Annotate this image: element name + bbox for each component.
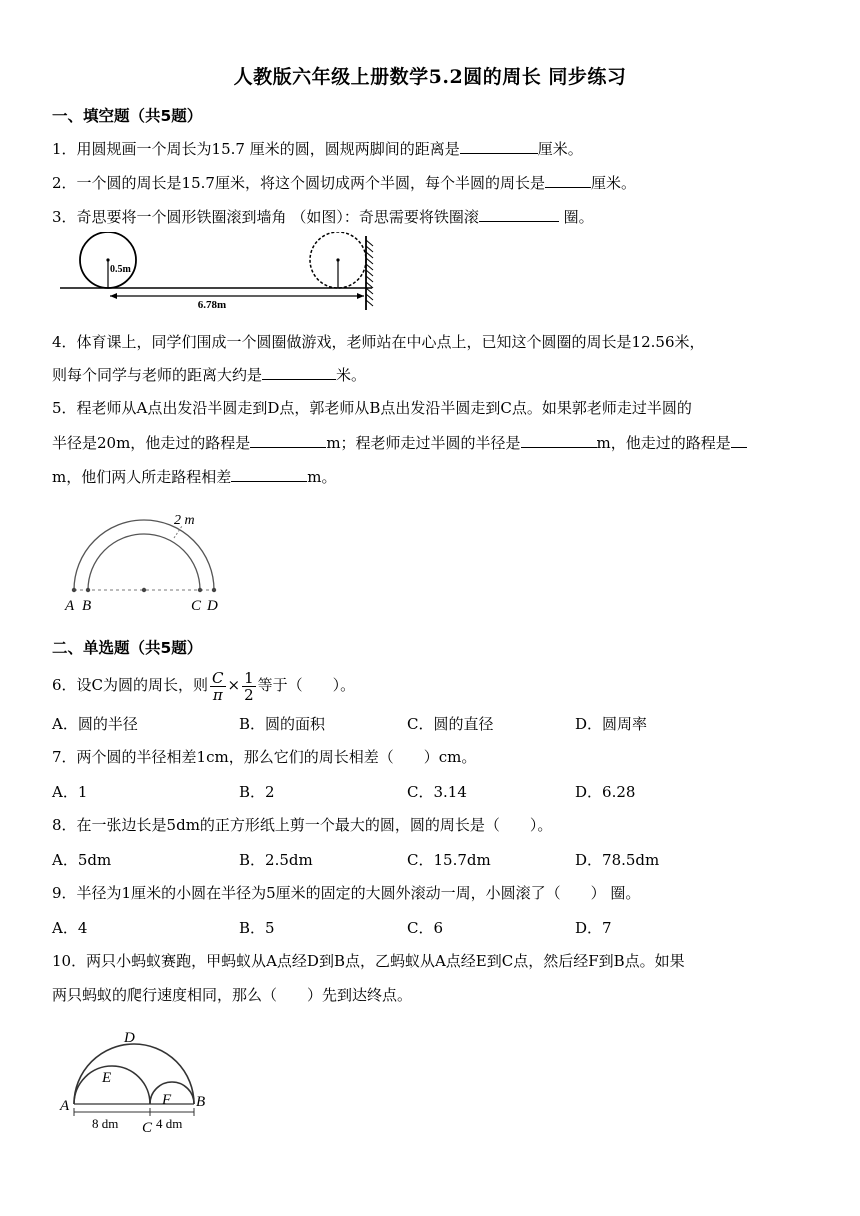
q9-option-b[interactable]: B．5 (239, 919, 275, 937)
label-e: E (102, 1070, 112, 1086)
semicircle-paths-figure (60, 500, 240, 615)
question-3-text: 3．奇思要将一个圆形铁圈滚到墙角 （如图）：奇思需要将铁圈滚 (52, 208, 479, 226)
label-a: A (65, 598, 75, 614)
section-fill-in-title: 一、填空题（共5题） (52, 107, 203, 125)
question-8: 8．在一张边长是5dm的正方形纸上剪一个最大的圆，圆的周长是（ ）。 (52, 816, 553, 834)
question-2-unit: 厘米。 (590, 174, 636, 192)
point-c-dot (198, 588, 202, 592)
small-arc-f (150, 1082, 194, 1104)
answer-blank[interactable] (545, 172, 591, 188)
fraction-numerator: 1 (244, 668, 254, 687)
arrow-head-right (357, 293, 364, 299)
rolling-ring-figure (60, 232, 380, 312)
answer-blank[interactable] (479, 206, 559, 222)
question-3 (52, 206, 594, 227)
q8-option-a[interactable]: A．5dm (52, 851, 112, 869)
q9-option-d[interactable]: D．7 (575, 919, 612, 937)
answer-blank[interactable] (250, 432, 326, 448)
question-5-line-1: 5．程老师从A点出发沿半圆走到D点，郭老师从B点出发沿半圆走到C点。如果郭老师走过半圆的 (52, 399, 692, 417)
distance-label: 6.78m (197, 299, 227, 311)
question-6-text-end: 等于（ ）。 (257, 676, 356, 694)
length-label-4dm: 4 dm (156, 1116, 183, 1131)
answer-blank[interactable] (262, 364, 336, 380)
length-label-8dm: 8 dm (92, 1116, 119, 1131)
q8-option-b[interactable]: B．2.5dm (239, 851, 313, 869)
fraction-c-over-pi (210, 670, 225, 703)
question-5-text-b: m；程老师走过半圆的半径是 (326, 434, 521, 452)
question-2-text: 2．一个圆的周长是15.7厘米，将这个圆切成两个半圆，每个半圆的周长是 (52, 174, 545, 192)
fraction-denominator: 2 (244, 685, 254, 704)
medium-arc-e (74, 1066, 150, 1104)
question-3-unit: 圈。 (558, 208, 594, 226)
q6-option-a[interactable]: A．圆的半径 (52, 715, 138, 733)
question-5-text-a: 半径是20m，他走过的路程是 (52, 434, 251, 452)
label-b: B (196, 1094, 206, 1110)
q6-option-c[interactable]: C．圆的直径 (407, 715, 494, 733)
radius-label: 0.5m (110, 264, 131, 275)
question-6-text: 6．设C为圆的周长，则 (52, 676, 209, 694)
question-10-line-2: 两只蚂蚁的爬行速度相同，那么（ ）先到达终点。 (52, 986, 413, 1004)
arrow-head-left (110, 293, 117, 299)
inner-semicircle (88, 534, 200, 590)
question-9: 9．半径为1厘米的小圆在半径为5厘米的固定的大圆外滚动一周，小圆滚了（ ） 圈。 (52, 884, 641, 902)
label-a: A (60, 1098, 70, 1114)
q6-option-d[interactable]: D．圆周率 (575, 715, 648, 733)
question-5-text-d: m，他们两人所走路程相差 (52, 468, 232, 486)
question-1-text: 1．用圆规画一个周长为15.7 厘米的圆，圆规两脚间的距离是 (52, 140, 460, 158)
question-1 (52, 138, 583, 159)
q9-option-c[interactable]: C．6 (407, 919, 444, 937)
gap-label: 2 m (174, 513, 195, 528)
answer-blank[interactable] (231, 466, 307, 482)
center-dot (106, 258, 109, 261)
label-d: D (124, 1030, 135, 1046)
times-sign: × (227, 676, 241, 694)
q9-option-a[interactable]: A．4 (52, 919, 88, 937)
wall-hatching (366, 240, 373, 306)
q8-option-c[interactable]: C．15.7dm (407, 851, 491, 869)
question-6 (52, 668, 355, 703)
q7-option-a[interactable]: A．1 (52, 783, 88, 801)
q7-option-d[interactable]: D．6.28 (575, 783, 636, 801)
label-c: C (191, 598, 202, 614)
ant-race-figure (58, 1024, 208, 1142)
section-choice-title: 二、单选题（共5题） (52, 639, 203, 657)
question-5-line-2 (52, 432, 747, 453)
q6-option-b[interactable]: B．圆的面积 (239, 715, 326, 733)
label-c: C (142, 1120, 153, 1136)
large-arc-d (74, 1044, 194, 1104)
answer-blank[interactable] (460, 138, 538, 154)
question-4-line-1: 4．体育课上，同学们围成一个圆圈做游戏，老师站在中心点上，已知这个圆圈的周长是12.56米， (52, 333, 705, 351)
fraction-denominator: π (212, 685, 223, 704)
question-5-line-3 (52, 466, 336, 487)
fraction-numerator: C (212, 668, 224, 687)
question-4-unit: 米。 (336, 366, 367, 384)
label-b: B (82, 598, 92, 614)
outer-semicircle (74, 520, 214, 590)
center-dot (142, 588, 146, 592)
label-d: D (207, 598, 218, 614)
answer-blank[interactable] (731, 432, 747, 448)
answer-blank[interactable] (521, 432, 597, 448)
q7-option-b[interactable]: B．2 (239, 783, 275, 801)
question-10-line-1: 10．两只小蚂蚁赛跑，甲蚂蚁从A点经D到B点，乙蚂蚁从A点经E到C点，然后经F到B点。如果 (52, 952, 685, 970)
q7-option-c[interactable]: C．3.14 (407, 783, 467, 801)
center-dot-end (336, 258, 339, 261)
question-2 (52, 172, 636, 193)
question-7: 7．两个圆的半径相差1cm，那么它们的周长相差（ ）cm。 (52, 748, 477, 766)
point-a-dot (72, 588, 76, 592)
page-title: 人教版六年级上册数学5.2圆的周长 同步练习 (233, 66, 627, 88)
q8-option-d[interactable]: D．78.5dm (575, 851, 660, 869)
question-1-unit: 厘米。 (537, 140, 583, 158)
question-5-text-e: m。 (307, 468, 337, 486)
point-b-dot (86, 588, 90, 592)
label-f: F (162, 1092, 172, 1108)
question-5-text-c: m，他走过的路程是 (596, 434, 731, 452)
question-4-text: 则每个同学与老师的距离大约是 (52, 366, 263, 384)
fraction-one-half (242, 670, 256, 703)
point-d-dot (212, 588, 216, 592)
question-4-line-2 (52, 364, 366, 385)
